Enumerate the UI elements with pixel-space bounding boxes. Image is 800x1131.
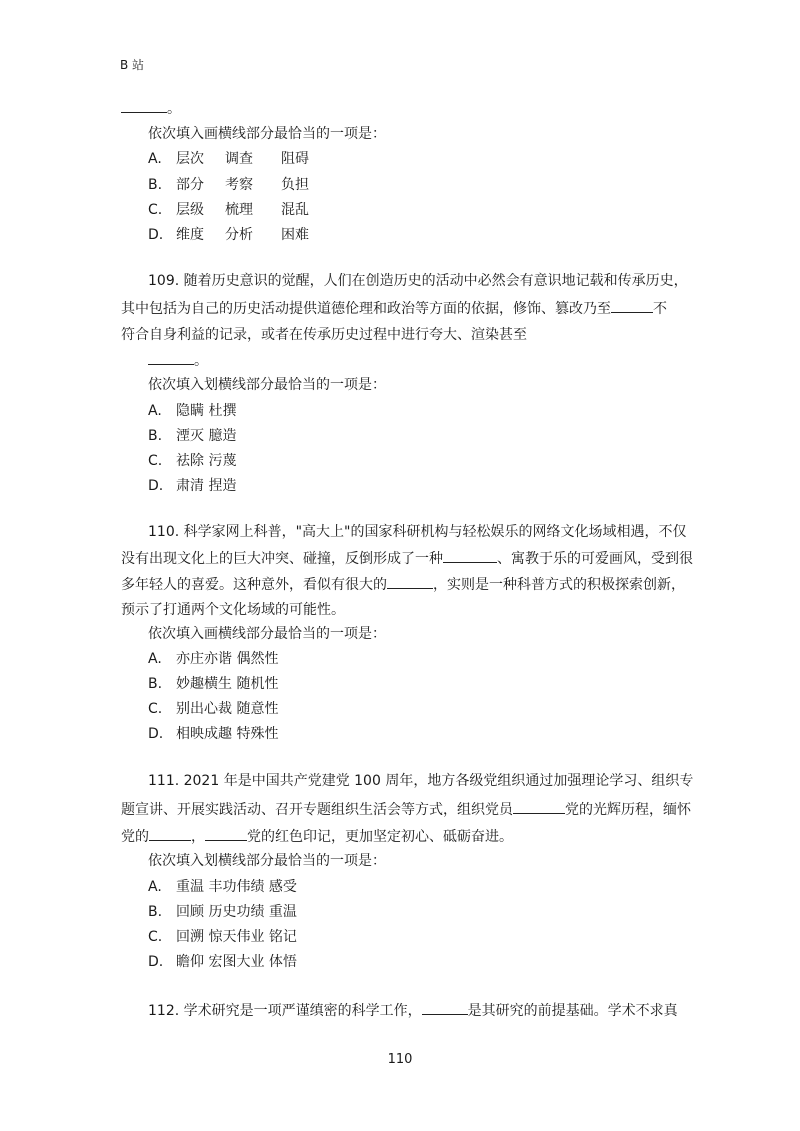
page-number: 110	[387, 1052, 413, 1067]
q110-line1: 110. 科学家网上科普，"高大上"的国家科研机构与轻松娱乐的网络文化场域相遇，不仅	[148, 524, 687, 540]
q108-option-c: C. 层级 梳理 混乱	[148, 202, 309, 218]
q109-line2: 其中包括为自己的历史活动提供道德伦理和政治等方面的依据，修饰、篡改乃至 不	[121, 298, 667, 319]
q110-option-d: D. 相映成趣 特殊性	[148, 726, 279, 742]
q108-blank-line: 。	[121, 98, 181, 119]
q109-option-b: B. 湮灭 臆造	[148, 428, 237, 444]
q111-line3: 党的 ， 党的红色印记，更加坚定初心、砥砺奋进。	[121, 826, 513, 847]
answer-blank	[422, 1000, 468, 1015]
q109-line3: 符合自身利益的记录，或者在传承历史过程中进行夸大、渲染甚至	[121, 327, 527, 343]
q110-option-b: B. 妙趣横生 随机性	[148, 676, 279, 692]
q109-prompt: 依次填入划横线部分最恰当的一项是：	[148, 377, 386, 393]
q110-line4: 预示了打通两个文化场域的可能性。	[121, 602, 345, 618]
q111-option-c: C. 回溯 惊天伟业 铭记	[148, 929, 297, 945]
answer-blank	[148, 350, 194, 365]
answer-blank	[611, 298, 653, 313]
answer-blank	[443, 548, 497, 563]
q111-line1: 111. 2021 年是中国共产党建党 100 周年，地方各级党组织通过加强理论学习、组织专	[148, 773, 694, 789]
answer-blank	[513, 799, 565, 814]
q109-option-d: D. 肃清 捏造	[148, 478, 237, 494]
q108-option-b: B. 部分 考察 负担	[148, 177, 309, 193]
q110-option-a: A. 亦庄亦谐 偶然性	[148, 651, 279, 667]
q109-option-c: C. 祛除 污蔑	[148, 453, 237, 469]
q111-option-b: B. 回顾 历史功绩 重温	[148, 904, 297, 920]
q110-prompt: 依次填入画横线部分最恰当的一项是：	[148, 626, 386, 642]
page-header-label: B 站	[120, 58, 145, 72]
q111-prompt: 依次填入划横线部分最恰当的一项是：	[148, 853, 386, 869]
q111-option-a: A. 重温 丰功伟绩 感受	[148, 879, 297, 895]
q108-prompt: 依次填入画横线部分最恰当的一项是：	[148, 126, 386, 142]
answer-blank	[121, 98, 167, 113]
answer-blank	[205, 826, 247, 841]
q110-option-c: C. 别出心裁 随意性	[148, 701, 279, 717]
q112-line1: 112. 学术研究是一项严谨缜密的科学工作， 是其研究的前提基础。学术不求真	[148, 1000, 678, 1021]
q109-line1: 109. 随着历史意识的觉醒，人们在创造历史的活动中必然会有意识地记载和传承历史，	[148, 273, 688, 289]
q111-option-d: D. 瞻仰 宏图大业 体悟	[148, 954, 297, 970]
answer-blank	[387, 574, 433, 589]
q108-option-a: A. 层次 调查 阻碍	[148, 151, 309, 167]
answer-blank	[149, 826, 191, 841]
q109-option-a: A. 隐瞒 杜撰	[148, 403, 237, 419]
q110-line3: 多年轻人的喜爱。这种意外，看似有很大的 ，实则是一种科普方式的积极探索创新，	[121, 574, 685, 595]
q110-line2: 没有出现文化上的巨大冲突、碰撞，反倒形成了一种 、寓教于乐的可爱画风，受到很	[121, 548, 693, 569]
q109-blank-line: 。	[148, 350, 208, 371]
q111-line2: 题宣讲、开展实践活动、召开专题组织生活会等方式，组织党员 党的光辉历程，缅怀	[121, 799, 691, 820]
q108-option-d: D. 维度 分析 困难	[148, 227, 309, 243]
